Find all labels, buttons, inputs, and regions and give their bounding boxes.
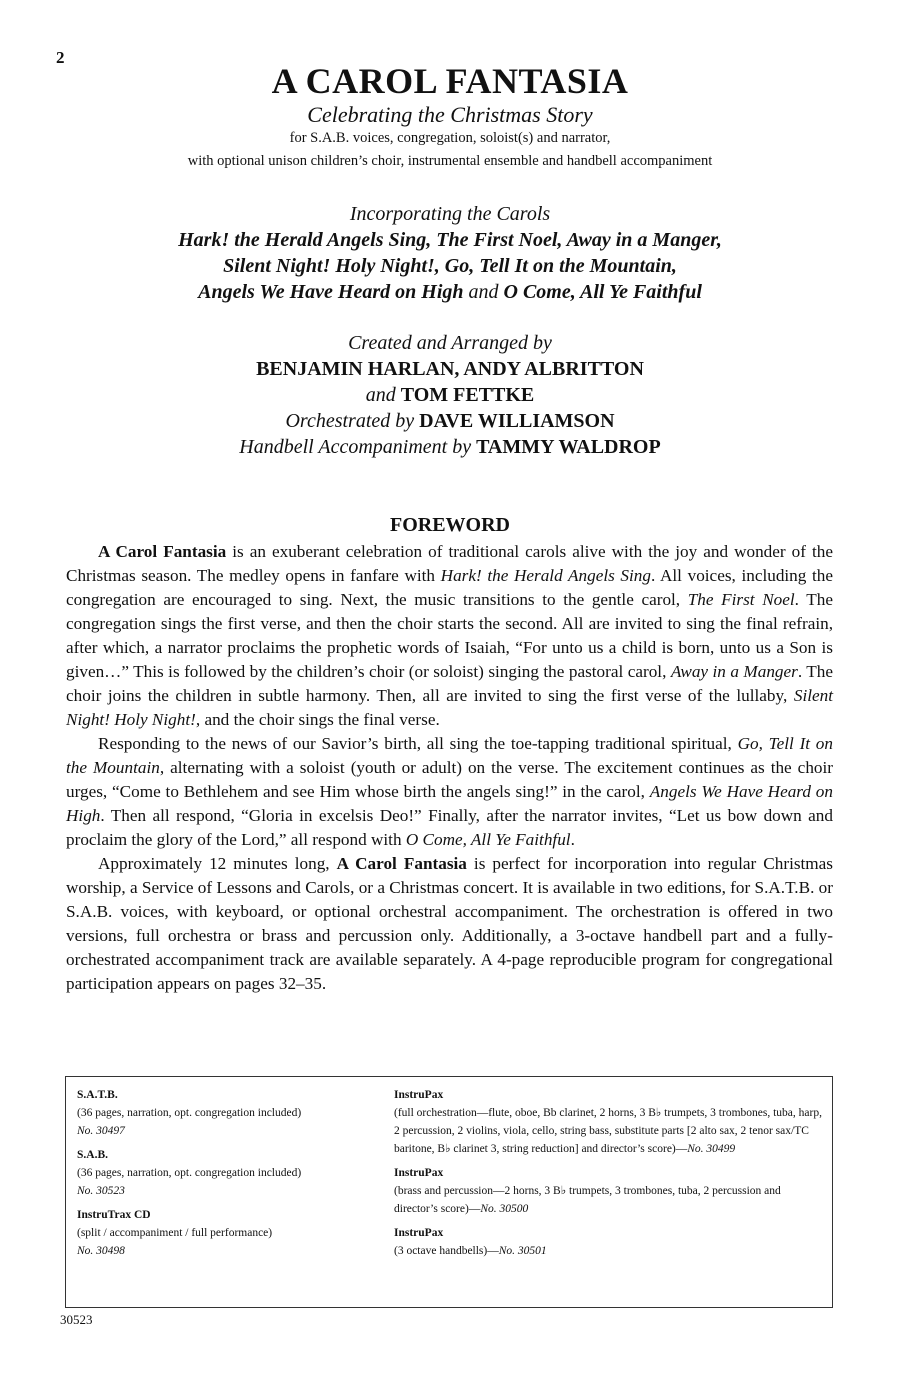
foreword-paragraph [66, 540, 833, 732]
text-run: . The congregation sings the first verse, and then the choir starts the second. All are invited to sing the final refrain, after which, a narrator proclaims the prophetic words of Isaiah, “For unto us a child is born, unto us a Son is given…” This is followed by the children’s choir (or soloist) singing the pastoral carol, [66, 590, 833, 681]
carol-o-come: O Come, All Ye Faithful [503, 281, 702, 303]
incorporating-label: Incorporating the Carols [349, 203, 551, 225]
edition-entry [77, 1146, 377, 1200]
carols-line-3 [0, 279, 900, 305]
voicing-line-1: for S.A.B. voices, congregation, soloist(s) and narrator, [289, 130, 611, 146]
foreword-paragraph [66, 732, 833, 852]
third-arranger-line [0, 382, 900, 408]
edition-number: No. 30498 [77, 1245, 125, 1257]
text-run: Responding to the news of our Savior’s birth, all sing the toe-tapping traditional spiritual, [98, 734, 738, 753]
edition-number: No. 30523 [77, 1185, 125, 1197]
subtitle: Celebrating the Christmas Story [307, 102, 593, 127]
text-run: . All voices, including the congregation are encouraged to sing. Next, the music transitions to the gentle carol, [66, 566, 834, 609]
text-run: Silent Night! Holy Night! [66, 686, 833, 729]
page-number: 2 [56, 48, 65, 67]
arrangers: BENJAMIN HARLAN, ANDY ALBRITTON [256, 358, 644, 380]
third-arranger: TOM FETTKE [400, 384, 535, 406]
edition-number: No. 30501 [498, 1245, 547, 1257]
text-run: Angels We Have Heard on High [66, 782, 833, 825]
edition-title: InstruTrax CD [77, 1209, 151, 1221]
edition-description: (full orchestration—flute, oboe, Bb clarinet, 2 horns, 3 B♭ trumpets, 3 trombones, tuba, harp, 2 percussion, 2 violins, viola, cello, string bass, substitute parts [2 alto sax, 2 tenor sax/TC baritone, B♭ clarinet 3, string reduction] and director’s score)—No. 30499 [394, 1107, 822, 1155]
voicing-line-2: with optional unison children’s choir, instrumental ensemble and handbell accompaniment [187, 153, 713, 169]
edition-description: (3 octave handbells)—No. 30501 [394, 1245, 547, 1257]
handbell-arranger: TAMMY WALDROP [476, 436, 661, 458]
text-run: O Come, All Ye Faithful [405, 830, 571, 849]
handbell-label: Handbell Accompaniment by [239, 436, 472, 458]
edition-title: S.A.T.B. [77, 1089, 118, 1101]
edition-number: No. 30497 [77, 1125, 125, 1137]
edition-description: (36 pages, narration, opt. congregation included) [77, 1107, 302, 1119]
credits [0, 330, 900, 460]
text-run: A Carol Fantasia [98, 542, 227, 561]
handbell-line [0, 434, 900, 460]
text-run: , alternating with a soloist (youth or adult) on the verse. The excitement continues as the choir urges, “Come to Bethlehem and see Him whose birth the angels sing!” in the carol, [66, 758, 833, 801]
edition-entry [394, 1086, 824, 1158]
foreword-heading: FOREWORD [390, 514, 510, 536]
text-run: A Carol Fantasia [336, 854, 467, 873]
editions-left-column [77, 1086, 377, 1266]
foreword-paragraph [66, 852, 833, 996]
text-run: , and the choir sings the final verse. [195, 710, 440, 729]
edition-title: InstruPax [394, 1167, 444, 1179]
edition-entry [77, 1086, 377, 1140]
edition-description: (split / accompaniment / full performance) [77, 1227, 273, 1239]
carols-line-1: Hark! the Herald Angels Sing, The First Noel, Away in a Manger, [178, 229, 722, 251]
text-run: The First Noel [687, 590, 795, 609]
text-run: Hark! the Herald Angels Sing [440, 566, 651, 585]
orchestrator-line [0, 408, 900, 434]
editions-right-column [394, 1086, 824, 1266]
edition-description: (brass and percussion—2 horns, 3 B♭ trumpets, 3 trombones, tuba, 2 percussion and director’s score)—No. 30500 [394, 1185, 781, 1215]
orchestrator: DAVE WILLIAMSON [419, 410, 615, 432]
text-run: . Then all respond, “Gloria in excelsis Deo!” Finally, after the narrator invites, “Let us bow down and proclaim the glory of the Lord,” all respond with [66, 806, 833, 849]
carols-and: and [468, 281, 499, 303]
catalog-code: 30523 [60, 1312, 93, 1327]
editions-box [65, 1076, 833, 1308]
edition-title: InstruPax [394, 1227, 444, 1239]
text-run: Go, Tell It on the Mountain [66, 734, 833, 777]
edition-number: No. 30500 [480, 1203, 529, 1215]
text-run: . The choir joins the children in subtle harmony. Then, all are invited to sing the first verse of the lullaby, [66, 662, 833, 705]
text-run: is an exuberant celebration of traditional carols alive with the joy and wonder of the Christmas season. The medley opens in fanfare with [66, 542, 833, 585]
incorporated-carols [0, 201, 900, 305]
edition-entry [394, 1164, 824, 1218]
edition-number: No. 30499 [687, 1143, 736, 1155]
foreword-body [66, 540, 833, 996]
edition-title: S.A.B. [77, 1149, 108, 1161]
text-run: Approximately 12 minutes long, [98, 854, 337, 873]
carol-angels: Angels We Have Heard on High [198, 281, 464, 303]
and-word: and [365, 384, 396, 406]
edition-description: (36 pages, narration, opt. congregation included) [77, 1167, 302, 1179]
edition-entry [77, 1206, 377, 1260]
text-run: . [570, 830, 575, 849]
created-label: Created and Arranged by [348, 332, 552, 354]
orchestrated-label: Orchestrated by [285, 410, 415, 432]
text-run: is perfect for incorporation into regular Christmas worship, a Service of Lessons and Carols, or a Christmas concert. It is available in two editions, for S.A.T.B. or S.A.B. voices, with keyboard, or optional orchestral accompaniment. The orchestration is offered in two versions, full orchestra or brass and percussion only. Additionally, a 3-octave handbell part and a fully-orchestrated accompaniment track are available separately. A 4-page reproducible program for congregational participation appears on pages 32–35. [66, 854, 833, 993]
text-run: Away in a Manger [670, 662, 798, 681]
carols-line-2: Silent Night! Holy Night!, Go, Tell It on the Mountain, [223, 255, 677, 277]
page-title: A CAROL FANTASIA [271, 61, 629, 101]
edition-title: InstruPax [394, 1089, 444, 1101]
edition-entry [394, 1224, 824, 1260]
